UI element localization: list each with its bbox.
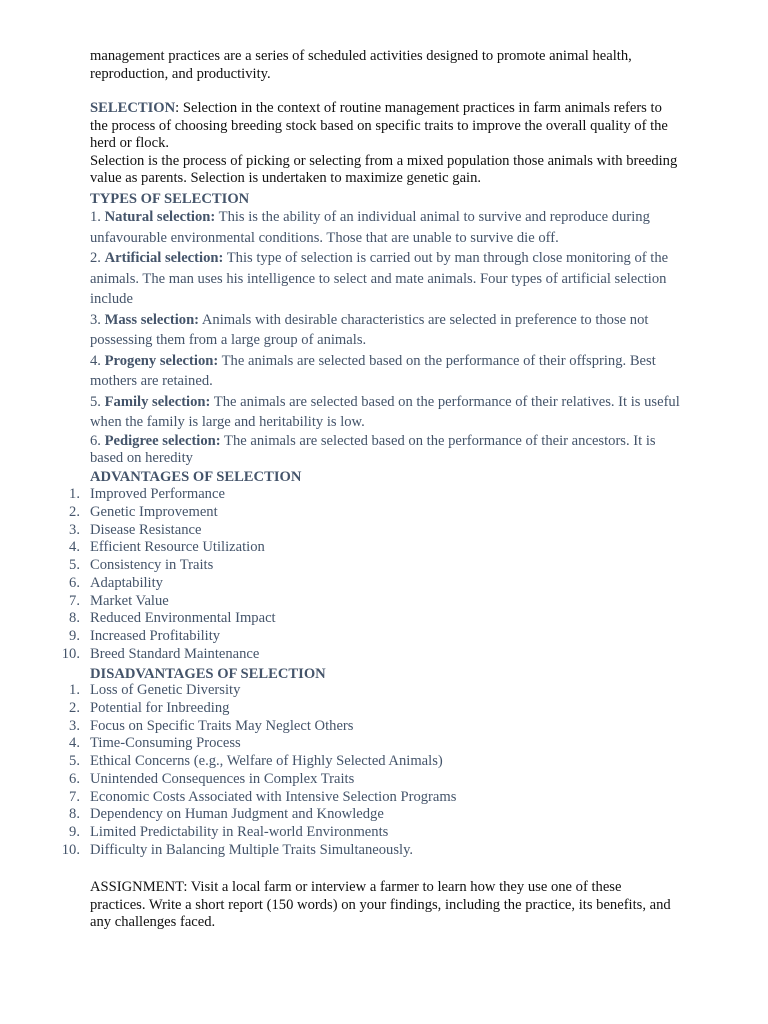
list-number: 8. <box>69 610 80 627</box>
list-text: Consistency in Traits <box>90 557 214 573</box>
list-number: 5. <box>69 753 80 769</box>
list-number: 6. <box>69 770 80 787</box>
type-description: This is the ability of an individual animal to survive and reproduce during unfavourable environmental conditions. Those that are unable to survive die off. <box>90 209 650 246</box>
advantages-heading: ADVANTAGES OF SELECTION <box>90 469 302 485</box>
type-number: 1. <box>90 209 101 225</box>
type-term: Family selection: <box>104 393 211 410</box>
list-item <box>0 735 680 753</box>
type-item-mass <box>90 310 680 351</box>
list-number: 1. <box>69 486 80 502</box>
assignment-paragraph: ASSIGNMENT: Visit a local farm or interview a farmer to learn how they use one of these practices. Write a short report (150 words) on your findings, including the practice, its benefits, and any challenges faced. <box>90 879 671 930</box>
list-number: 10. <box>61 841 80 858</box>
type-term: Pedigree selection: <box>104 432 221 449</box>
list-text: Dependency on Human Judgment and Knowledge <box>90 806 384 823</box>
list-text: Breed Standard Maintenance <box>90 645 260 662</box>
type-number: 3. <box>90 311 101 328</box>
list-item <box>0 824 680 842</box>
list-text: Increased Profitability <box>90 628 221 644</box>
list-number: 7. <box>69 592 80 609</box>
list-item <box>0 646 680 664</box>
list-text: Economic Costs Associated with Intensive Selection Programs <box>90 788 457 805</box>
type-term: Artificial selection: <box>104 250 224 266</box>
list-item <box>0 522 680 540</box>
type-number: 6. <box>90 432 101 449</box>
list-item <box>0 557 680 575</box>
list-text: Loss of Genetic Diversity <box>90 682 241 698</box>
type-description: Animals with desirable characteristics are selected in preference to those not possessing them from a large group of animals. <box>90 311 649 348</box>
type-item-family <box>90 392 680 433</box>
type-description: The animals are selected based on the performance of their relatives. It is useful when the family is large and heritability is low. <box>90 393 680 430</box>
selection-definition <box>90 100 680 188</box>
type-description: The animals are selected based on the performance of their offspring. Best mothers are retained. <box>90 352 656 389</box>
list-number: 9. <box>69 628 80 644</box>
type-term: Mass selection: <box>104 311 200 328</box>
list-number: 1. <box>69 682 80 698</box>
type-description: This type of selection is carried out by man through close monitoring of the animals. The man uses his intelligence to select and mate animals. Four types of artificial selection include <box>90 250 669 307</box>
list-text: Ethical Concerns (e.g., Welfare of Highly Selected Animals) <box>90 753 443 769</box>
list-item <box>0 575 680 593</box>
list-number: 3. <box>69 717 80 734</box>
list-item <box>0 806 680 824</box>
list-item <box>0 789 680 807</box>
list-text: Unintended Consequences in Complex Traits <box>90 770 355 787</box>
list-number: 4. <box>69 735 80 752</box>
list-item <box>0 628 680 646</box>
list-item <box>0 700 680 718</box>
list-item <box>0 610 680 628</box>
list-text: Time-Consuming Process <box>90 735 241 752</box>
list-item <box>0 504 680 522</box>
list-item <box>0 842 680 860</box>
selection-label: SELECTION <box>90 100 176 116</box>
list-item <box>0 593 680 611</box>
list-number: 9. <box>69 824 80 840</box>
type-item-natural <box>90 207 680 248</box>
list-text: Adaptability <box>90 574 163 591</box>
list-item <box>0 682 680 700</box>
selection-definition-2: Selection is the process of picking or selecting from a mixed population those animals with breeding value as parents. Selection is undertaken to maximize genetic gain. <box>90 152 678 186</box>
intro-paragraph: management practices are a series of scheduled activities designed to promote animal health, reproduction, and productivity. <box>90 48 632 82</box>
list-text: Efficient Resource Utilization <box>90 539 265 556</box>
type-number: 5. <box>90 393 101 410</box>
list-item <box>0 753 680 771</box>
list-text: Disease Resistance <box>90 521 202 538</box>
list-number: 4. <box>69 539 80 556</box>
type-number: 2. <box>90 250 101 266</box>
list-number: 6. <box>69 574 80 591</box>
list-text: Limited Predictability in Real-world Environments <box>90 824 389 840</box>
list-item <box>0 771 680 789</box>
list-number: 8. <box>69 806 80 823</box>
list-text: Focus on Specific Traits May Neglect Others <box>90 717 354 734</box>
disadvantages-list <box>0 682 680 860</box>
list-text: Potential for Inbreeding <box>90 699 230 716</box>
type-item-artificial <box>90 248 680 310</box>
type-description: The animals are selected based on the performance of their ancestors. It is based on heredity <box>90 432 656 466</box>
type-item-progeny <box>90 351 680 392</box>
type-term: Natural selection: <box>104 209 216 225</box>
list-number: 10. <box>61 645 80 662</box>
selection-definition-text: : Selection in the context of routine management practices in farm animals refers to the process of choosing breeding stock based on specific traits to improve the overall quality of the herd or flock. <box>90 100 668 151</box>
type-term: Progeny selection: <box>104 352 219 369</box>
list-item <box>0 718 680 736</box>
advantages-list <box>0 486 680 664</box>
type-number: 4. <box>90 352 101 369</box>
list-text: Market Value <box>90 592 169 609</box>
list-number: 2. <box>69 503 80 520</box>
list-number: 2. <box>69 699 80 716</box>
list-text: Difficulty in Balancing Multiple Traits Simultaneously. <box>90 841 414 858</box>
list-item <box>0 539 680 557</box>
list-text: Genetic Improvement <box>90 503 218 520</box>
disadvantages-heading: DISADVANTAGES OF SELECTION <box>90 666 326 682</box>
list-text: Improved Performance <box>90 486 225 502</box>
list-number: 3. <box>69 521 80 538</box>
list-number: 7. <box>69 788 80 805</box>
types-heading: TYPES OF SELECTION <box>90 191 250 207</box>
list-text: Reduced Environmental Impact <box>90 610 276 627</box>
types-list <box>90 207 680 468</box>
type-item-pedigree <box>90 433 680 468</box>
list-item <box>0 486 680 504</box>
selection-definition-1 <box>90 100 680 153</box>
list-number: 5. <box>69 557 80 573</box>
